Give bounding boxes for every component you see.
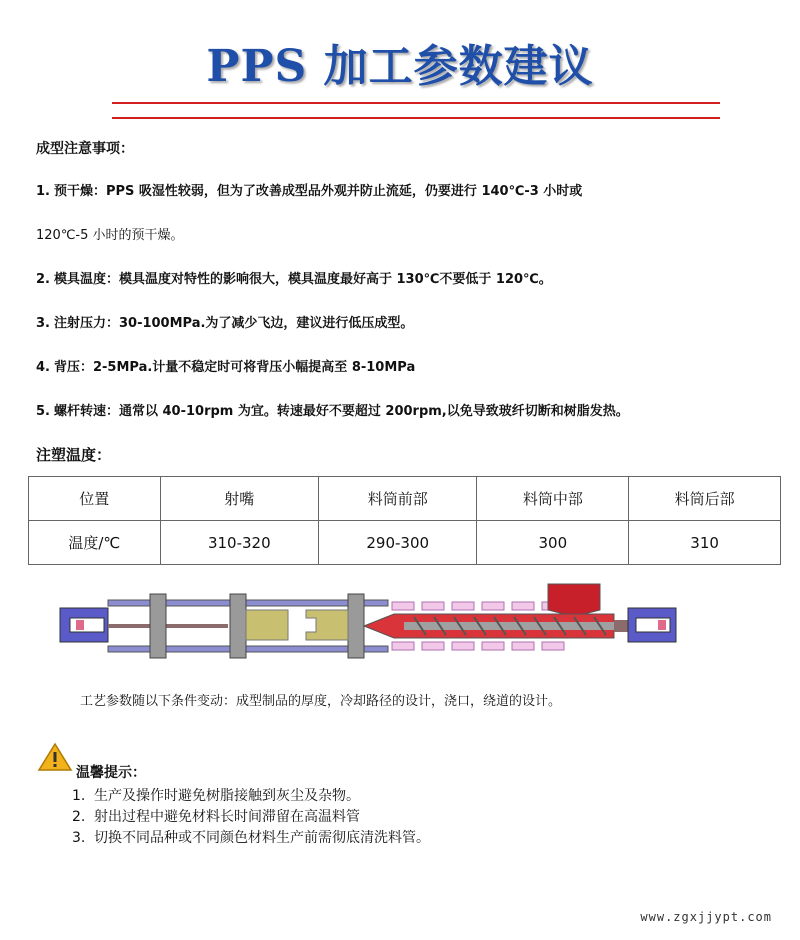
table-cell: 290-300 (319, 521, 477, 565)
clamp-piston (76, 620, 84, 630)
molding-item-1-cont (36, 224, 184, 243)
table-cell: 位置 (29, 477, 161, 521)
item-number: 3. (36, 316, 50, 331)
molding-heading: 成型注意事项： (36, 141, 134, 157)
clamp-cylinder-bore (70, 618, 104, 632)
drive-shaft (614, 620, 628, 632)
item-text: 切换不同品种或不同颜色材料生产前需彻底清洗料管。 (94, 830, 430, 846)
list-item (72, 807, 430, 828)
temperature-table (28, 476, 781, 565)
item-number: 2. (36, 272, 50, 287)
molding-item-1 (36, 180, 582, 199)
molding-item-4 (36, 356, 415, 375)
tips-list (72, 786, 430, 849)
table-cell: 310-320 (160, 521, 318, 565)
item-number: 1. (72, 788, 86, 804)
tips-heading: 温馨提示： (76, 765, 146, 781)
diagram-caption: 工艺参数随以下条件变动：成型制品的厚度，冷却路径的设计，浇口，绕道的设计。 (80, 694, 562, 709)
warning-icon (37, 742, 73, 772)
table-row (29, 521, 781, 565)
hopper (548, 584, 600, 614)
list-item (72, 786, 430, 807)
table-header-row (29, 477, 781, 521)
moving-platen (230, 594, 246, 658)
item-text: 螺杆转速：通常以 40-10rpm 为宜。转速最好不要超过 200rpm,以免导致玻纤切断和树脂发热。 (53, 404, 629, 419)
mold-half-fixed (306, 610, 348, 640)
item-text: 预干燥：PPS 吸湿性较弱，但为了改善成型品外观并防止流延，仍要进行 140℃-3 小时或 (53, 184, 583, 199)
drive-piston (658, 620, 666, 630)
footer-url: www.zgxjjypt.com (640, 910, 772, 924)
title-rule-bottom (112, 117, 720, 119)
item-text: 120℃-5 小时的预干燥。 (36, 228, 184, 243)
piston-rod (108, 624, 228, 628)
injection-machine-diagram (54, 580, 714, 680)
item-text: 注射压力：30-100MPa.为了减少飞边，建议进行低压成型。 (53, 316, 414, 331)
item-text: 射出过程中避免材料长时间滞留在高温料管 (94, 809, 360, 825)
fixed-platen (348, 594, 364, 658)
item-number: 5. (36, 404, 50, 419)
item-number: 3. (72, 830, 86, 846)
item-text: 模具温度：模具温度对特性的影响很大，模具温度最好高于 130℃不要低于 120℃。 (53, 272, 552, 287)
title-rule-top (112, 102, 720, 104)
page-title: PPS 加工参数建议 (206, 41, 594, 92)
platen (150, 594, 166, 658)
table-cell: 射嘴 (160, 477, 318, 521)
temperature-heading: 注塑温度： (36, 446, 112, 464)
molding-item-3 (36, 312, 413, 331)
molding-item-2 (36, 268, 552, 287)
molding-item-5 (36, 400, 629, 419)
item-text: 背压：2-5MPa.计量不稳定时可将背压小幅提高至 8-10MPa (53, 360, 416, 375)
mold-half-moving (246, 610, 288, 640)
list-item (72, 828, 430, 849)
table-cell: 310 (629, 521, 781, 565)
item-number: 1. (36, 184, 50, 199)
table-cell: 料筒前部 (319, 477, 477, 521)
table-cell: 温度/℃ (29, 521, 161, 565)
item-number: 4. (36, 360, 50, 375)
item-text: 生产及操作时避免树脂接触到灰尘及杂物。 (94, 788, 360, 804)
table-cell: 料筒中部 (477, 477, 629, 521)
item-number: 2. (72, 809, 86, 825)
table-cell: 料筒后部 (629, 477, 781, 521)
table-cell: 300 (477, 521, 629, 565)
